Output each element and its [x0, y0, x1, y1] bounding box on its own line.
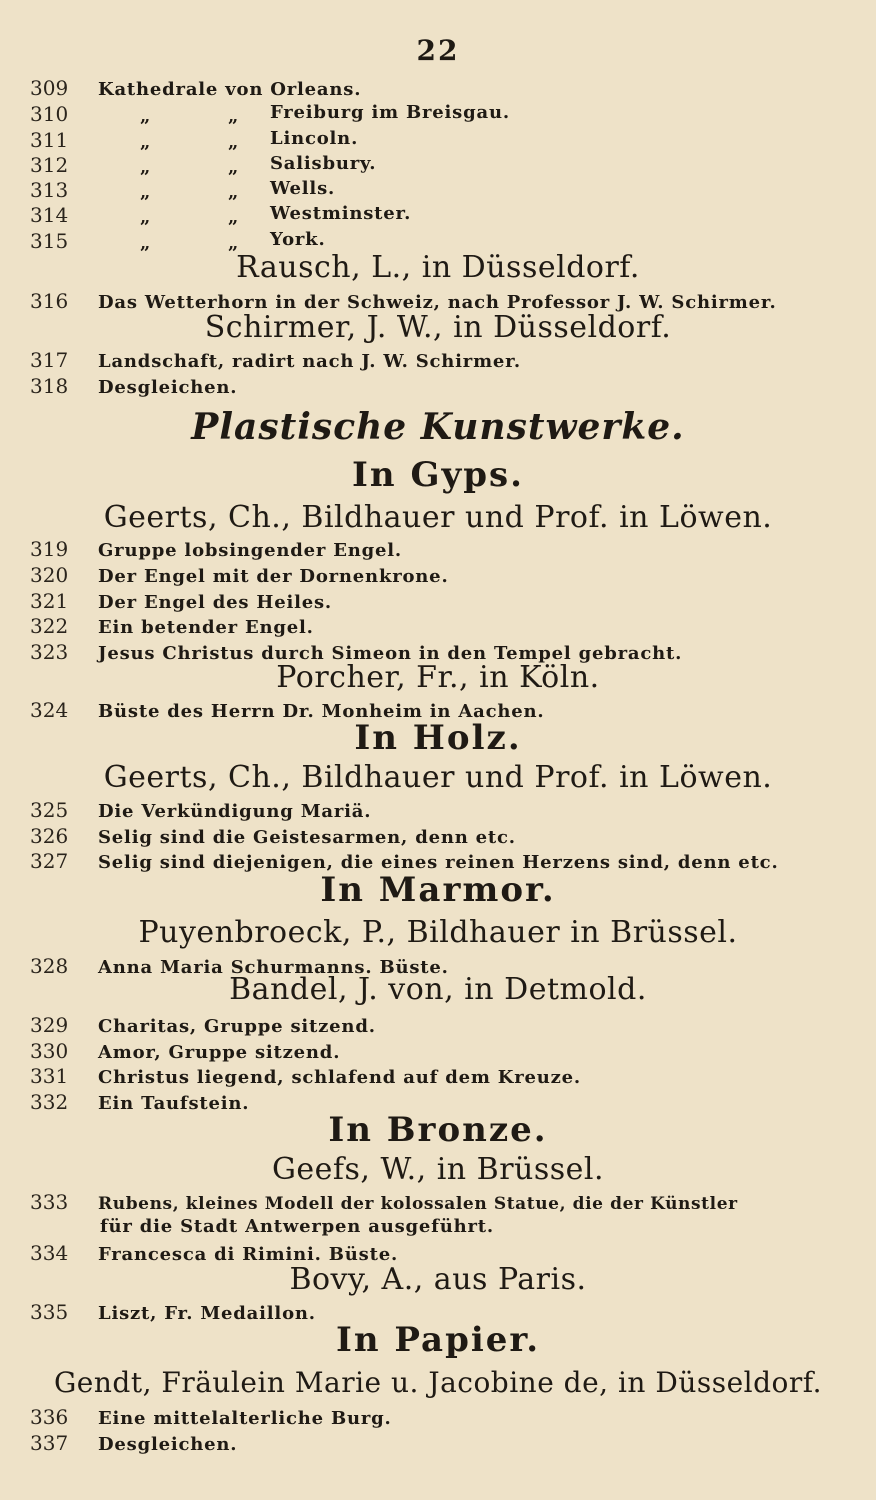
item-text: Desgleichen. — [98, 377, 238, 398]
item-number: 318 — [30, 374, 69, 398]
item-number: 322 — [30, 614, 69, 638]
list-item — [30, 153, 98, 177]
item-text: Francesca di Rimini. Büste. — [98, 1244, 399, 1265]
item-text: Westminster. — [270, 203, 412, 224]
artist-heading: Geefs, W., in Brüssel. — [271, 1152, 605, 1187]
ditto-mark: „ — [140, 132, 151, 153]
item-text: Selig sind die Geistesarmen, denn etc. — [98, 827, 516, 848]
item-text: Amor, Gruppe sitzend. — [98, 1042, 341, 1063]
list-item — [30, 824, 516, 848]
ditto-mark: „ — [228, 207, 239, 228]
artist-heading: Geerts, Ch., Bildhauer und Prof. in Löwen. — [103, 500, 773, 535]
item-number: 331 — [30, 1064, 69, 1088]
ditto-mark: „ — [228, 233, 239, 254]
artist-heading: Rausch, L., in Düsseldorf. — [236, 250, 640, 285]
item-text: Ein betender Engel. — [98, 617, 314, 638]
list-item — [30, 1405, 392, 1429]
item-text: Desgleichen. — [98, 1434, 238, 1455]
item-number: 324 — [30, 698, 69, 722]
item-text: Landschaft, radirt nach J. W. Schirmer. — [98, 351, 521, 372]
item-number: 336 — [30, 1405, 69, 1429]
item-number: 332 — [30, 1090, 69, 1114]
list-item — [30, 1039, 340, 1063]
item-number: 320 — [30, 563, 69, 587]
ditto-mark: „ — [140, 207, 151, 228]
item-text: Die Verkündigung Mariä. — [98, 801, 372, 822]
list-item — [30, 128, 98, 152]
item-text: Kathedrale von Orleans. — [98, 79, 362, 100]
item-number: 329 — [30, 1013, 69, 1037]
ditto-mark: „ — [228, 182, 239, 203]
list-item — [30, 589, 332, 613]
material-heading: In Bronze. — [328, 1110, 548, 1150]
item-number: 310 — [30, 102, 69, 126]
item-text: Der Engel mit der Dornenkrone. — [98, 566, 449, 587]
item-text: Gruppe lobsingender Engel. — [98, 540, 402, 561]
ditto-mark: „ — [228, 132, 239, 153]
item-number: 328 — [30, 954, 69, 978]
item-number: 315 — [30, 229, 69, 253]
list-item — [30, 1190, 738, 1214]
ditto-mark: „ — [228, 157, 239, 178]
item-text-continuation: für die Stadt Antwerpen ausgeführt. — [100, 1216, 494, 1237]
item-text: Selig sind diejenigen, die eines reinen Herzens sind, denn etc. — [98, 852, 779, 873]
artist-heading: Geerts, Ch., Bildhauer und Prof. in Löwen. — [103, 760, 773, 795]
item-number: 337 — [30, 1431, 69, 1455]
item-number: 314 — [30, 203, 69, 227]
item-number: 333 — [30, 1190, 69, 1214]
list-item — [30, 563, 449, 587]
artist-heading: Porcher, Fr., in Köln. — [276, 660, 600, 695]
artist-heading: Bovy, A., aus Paris. — [289, 1262, 587, 1297]
item-text: York. — [270, 229, 326, 250]
item-number: 334 — [30, 1241, 69, 1265]
item-text: Salisbury. — [270, 153, 377, 174]
item-text: Eine mittelalterliche Burg. — [98, 1408, 392, 1429]
artist-heading: Gendt, Fräulein Marie u. Jacobine de, in Düsseldorf. — [53, 1366, 823, 1399]
ditto-mark: „ — [140, 233, 151, 254]
list-item — [30, 1431, 237, 1455]
item-text: Wells. — [270, 178, 336, 199]
item-text: Liszt, Fr. Medaillon. — [98, 1303, 316, 1324]
item-number: 330 — [30, 1039, 69, 1063]
item-text: Freiburg im Breisgau. — [270, 102, 510, 123]
item-text: Christus liegend, schlafend auf dem Kreuze. — [98, 1067, 581, 1088]
item-number: 317 — [30, 348, 69, 372]
artist-heading: Bandel, J. von, in Detmold. — [229, 972, 647, 1007]
item-number: 335 — [30, 1300, 69, 1324]
item-text: Ein Taufstein. — [98, 1093, 250, 1114]
item-number: 326 — [30, 824, 69, 848]
item-number: 325 — [30, 798, 69, 822]
list-item — [30, 1064, 581, 1088]
item-number: 319 — [30, 537, 69, 561]
item-number: 316 — [30, 289, 69, 313]
item-number: 311 — [30, 128, 69, 152]
material-heading: In Marmor. — [320, 870, 556, 910]
item-text: Büste des Herrn Dr. Monheim in Aachen. — [98, 701, 545, 722]
artist-heading: Puyenbroeck, P., Bildhauer in Brüssel. — [138, 915, 738, 950]
list-item — [30, 614, 314, 638]
page-number: 22 — [416, 34, 460, 67]
section-title: Plastische Kunstwerke. — [191, 406, 685, 448]
item-number: 323 — [30, 640, 69, 664]
item-text: Lincoln. — [270, 128, 359, 149]
item-text: Charitas, Gruppe sitzend. — [98, 1016, 376, 1037]
item-text: Jesus Christus durch Simeon in den Tempel gebracht. — [98, 643, 683, 664]
ditto-mark: „ — [228, 106, 239, 127]
item-text: Rubens, kleines Modell der kolossalen Statue, die der Künstler — [98, 1194, 738, 1214]
list-item — [30, 203, 98, 227]
material-heading: In Papier. — [335, 1320, 541, 1360]
list-item — [30, 178, 98, 202]
material-heading: In Gyps. — [351, 455, 524, 495]
list-item — [30, 348, 521, 372]
ditto-mark: „ — [140, 106, 151, 127]
item-text: Der Engel des Heiles. — [98, 592, 332, 613]
list-item — [30, 798, 371, 822]
item-number: 313 — [30, 178, 69, 202]
list-item — [30, 102, 98, 126]
ditto-mark: „ — [140, 157, 151, 178]
item-number: 327 — [30, 849, 69, 873]
list-item — [30, 537, 402, 561]
list-item — [30, 1013, 376, 1037]
ditto-mark: „ — [140, 182, 151, 203]
list-item — [30, 76, 361, 100]
item-number: 309 — [30, 76, 69, 100]
list-item — [30, 374, 237, 398]
artist-heading: Schirmer, J. W., in Düsseldorf. — [204, 310, 672, 345]
item-text: Anna Maria Schurmanns. Büste. — [98, 957, 449, 978]
item-number: 312 — [30, 153, 69, 177]
item-text: Das Wetterhorn in der Schweiz, nach Professor J. W. Schirmer. — [98, 292, 777, 313]
material-heading: In Holz. — [354, 718, 522, 758]
item-number: 321 — [30, 589, 69, 613]
